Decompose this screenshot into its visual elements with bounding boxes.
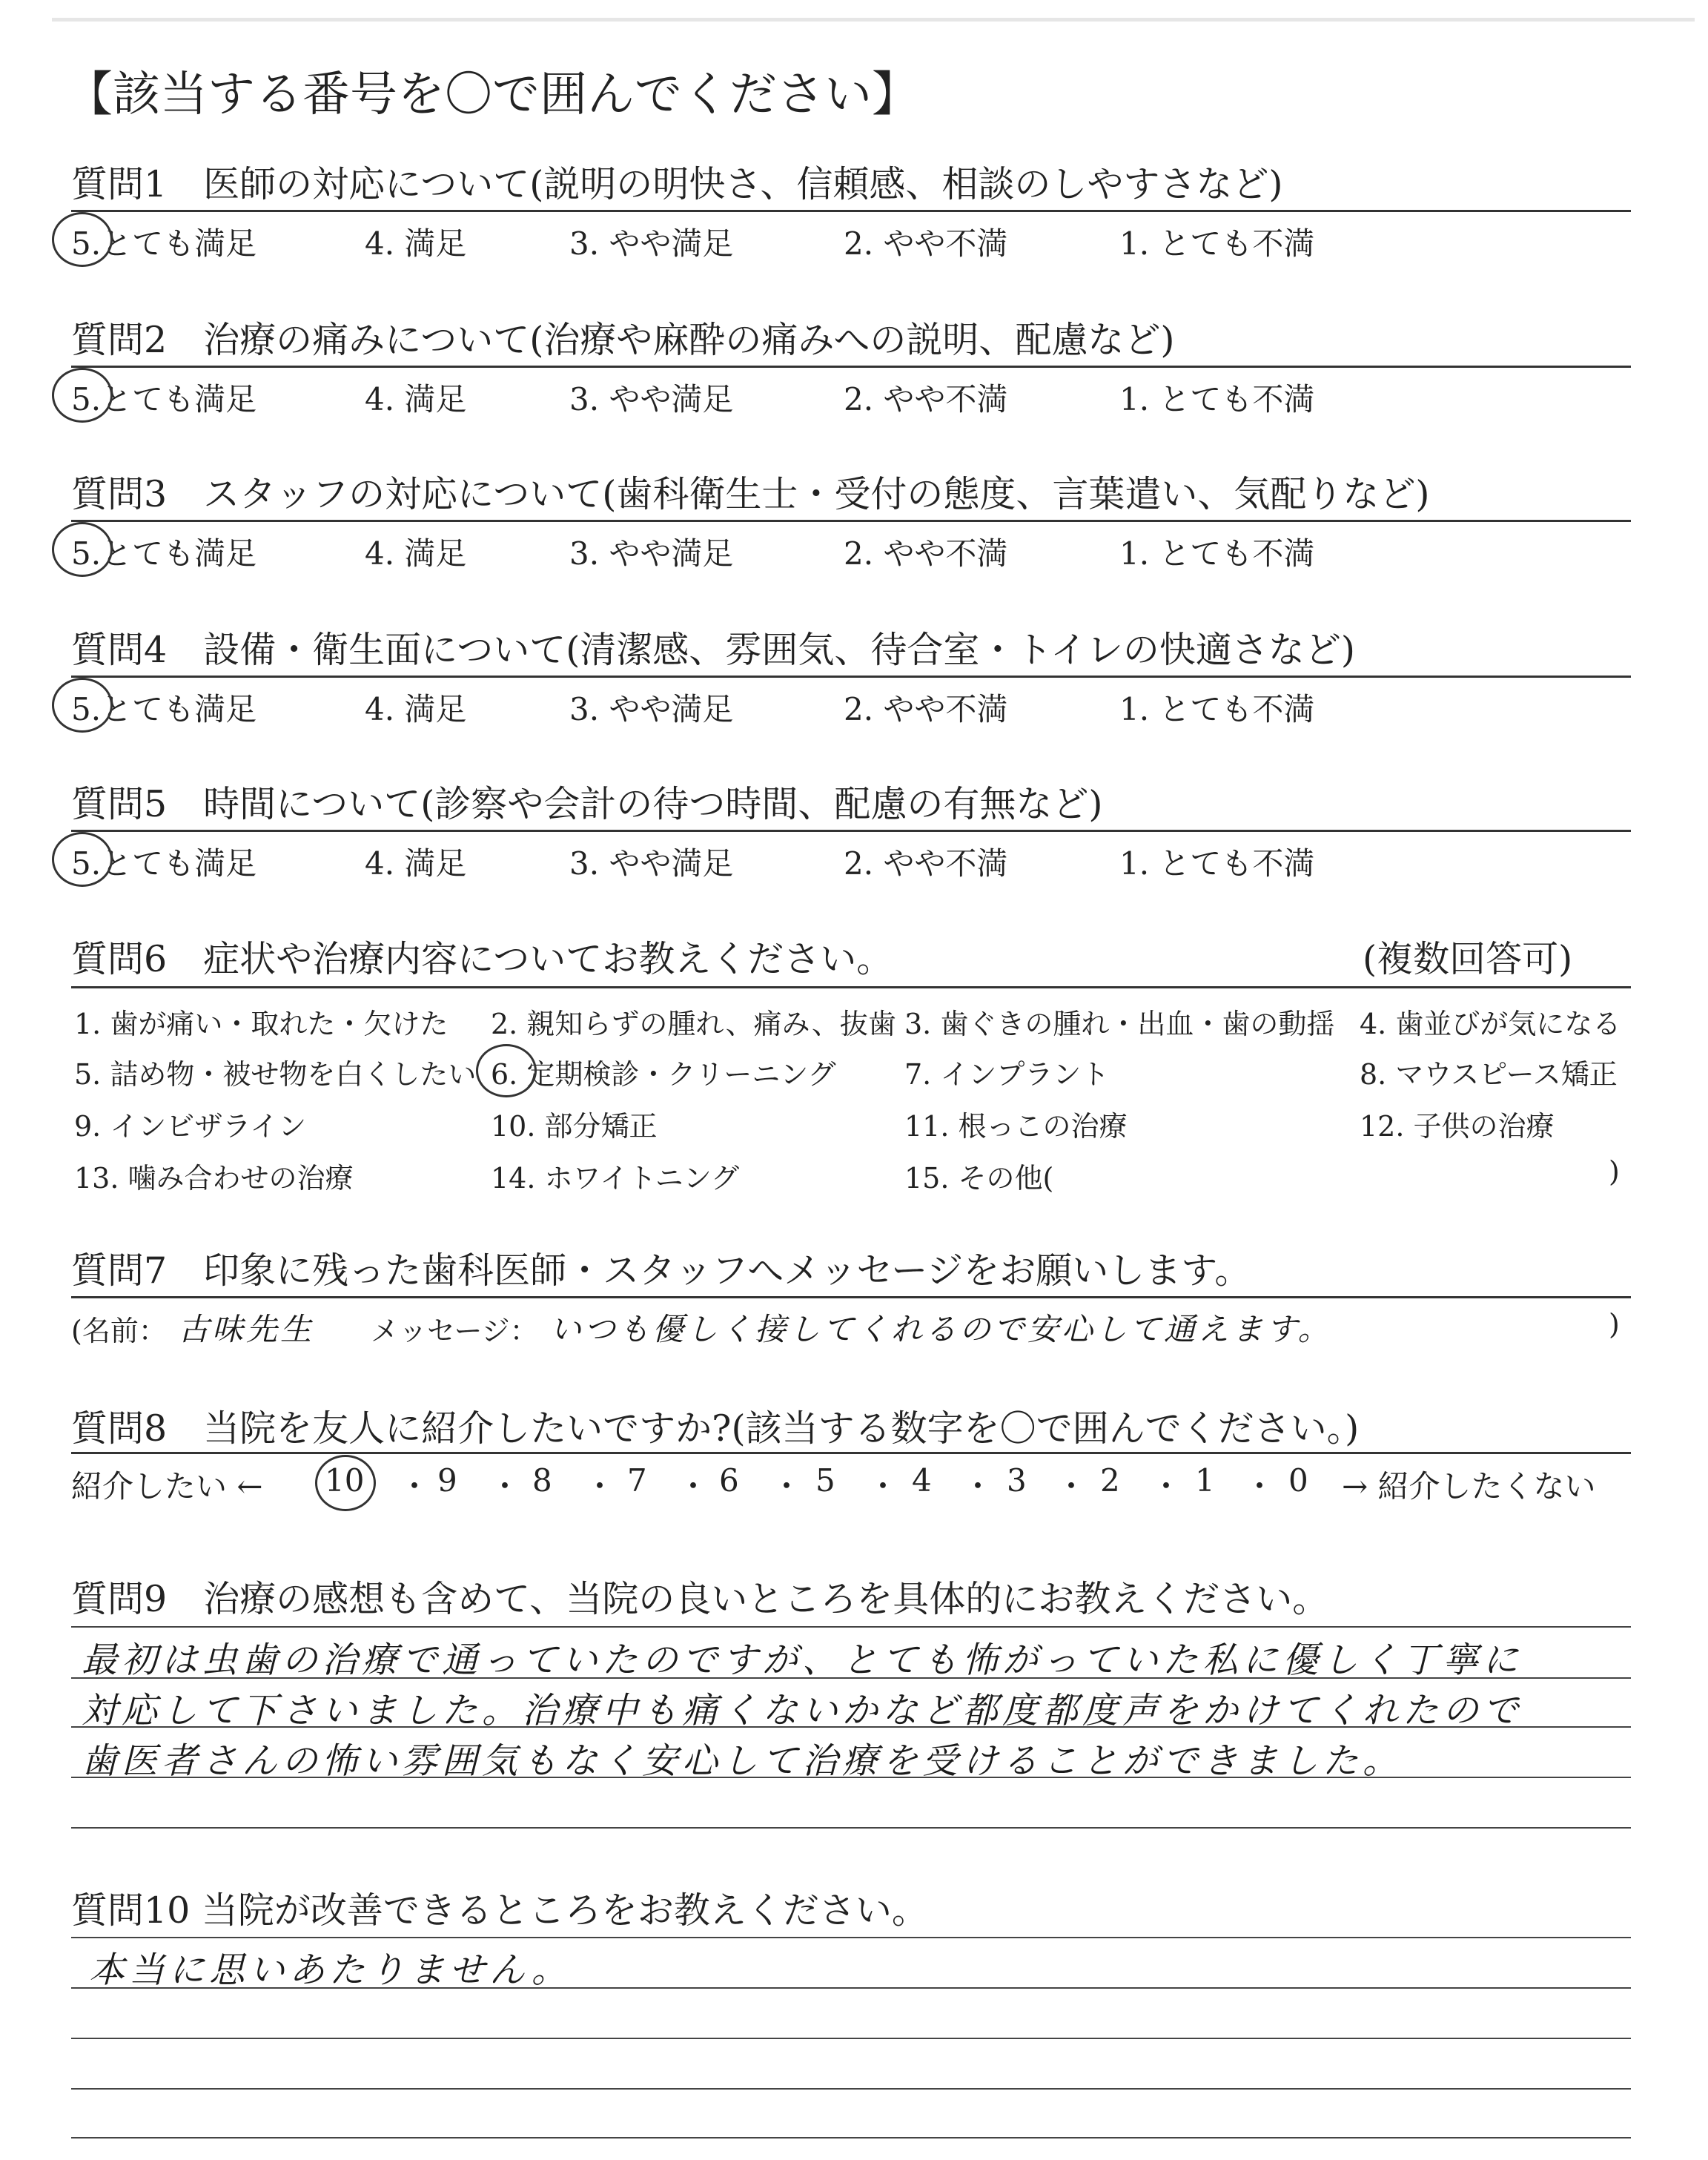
q8-scale-value[interactable]: 4 [912, 1462, 932, 1499]
q9-answer-line[interactable]: 最初は虫歯の治療で通っていたのですが、とても怖がっていた私に優しく丁寧に [82, 1639, 1523, 1681]
q5-option[interactable]: 3. やや満足 [569, 845, 734, 882]
q8-scale-separator: ・ [867, 1468, 899, 1505]
q8-scale-separator: ・ [962, 1468, 994, 1505]
q8-scale-value[interactable]: 3 [1007, 1462, 1027, 1499]
q8-scale-separator: ・ [678, 1468, 709, 1505]
q8-selection-circle [315, 1455, 376, 1511]
q4-title: 質問4 設備・衛生面について(清潔感、雰囲気、待合室・トイレの快適さなど) [71, 629, 1355, 671]
q6-item[interactable]: 12. 子供の治療 [1360, 1110, 1555, 1143]
q5-option[interactable]: 5.とても満足 [71, 845, 257, 882]
q10-writing-line [71, 2088, 1631, 2090]
q5-option[interactable]: 1. とても不満 [1119, 845, 1315, 882]
q8-scale-separator: ・ [584, 1468, 616, 1505]
q4-option[interactable]: 2. やや不満 [844, 691, 1008, 727]
q3-selection-circle [52, 522, 113, 577]
q2-selection-circle [52, 368, 113, 423]
q5-title: 質問5 時間について(診察や会計の待つ時間、配慮の有無など) [71, 783, 1103, 825]
q1-option[interactable]: 2. やや不満 [844, 225, 1008, 262]
q10-writing-line [71, 2137, 1631, 2138]
q7-rule [71, 1296, 1631, 1298]
q9-writing-line [71, 1827, 1631, 1829]
q4-option[interactable]: 3. やや満足 [569, 691, 734, 727]
q5-option[interactable]: 4. 満足 [365, 845, 467, 882]
q5-option[interactable]: 2. やや不満 [844, 845, 1008, 882]
q6-title: 質問6 症状や治療内容についてお教えください。 [71, 938, 893, 980]
q4-option[interactable]: 1. とても不満 [1119, 691, 1315, 727]
q7-title: 質問7 印象に残った歯科医師・スタッフへメッセージをお願いします。 [71, 1249, 1251, 1292]
q2-rule [71, 366, 1631, 368]
q6-item[interactable]: 14. ホワイトニング [491, 1162, 740, 1195]
q8-scale-value[interactable]: 0 [1288, 1462, 1308, 1499]
q6-item-selected[interactable]: 6. 定期検診・クリーニング [491, 1058, 836, 1091]
q6-item[interactable]: 7. インプラント [904, 1058, 1110, 1091]
q8-scale-separator: ・ [399, 1468, 431, 1505]
top-scan-edge [52, 18, 1695, 22]
q6-rule [71, 986, 1631, 988]
q5-selection-circle [52, 832, 113, 887]
q3-title: 質問3 スタッフの対応について(歯科衛生士・受付の態度、言葉遣い、気配りなど) [71, 473, 1430, 515]
q3-option[interactable]: 1. とても不満 [1119, 535, 1315, 572]
q8-scale-value[interactable]: 2 [1100, 1462, 1120, 1499]
q1-option[interactable]: 3. やや満足 [569, 225, 734, 262]
q10-writing-line [71, 2038, 1631, 2039]
q9-answer-line[interactable]: 歯医者さんの怖い雰囲気もなく安心して治療を受けることができました。 [82, 1740, 1403, 1782]
q6-item[interactable]: 13. 噛み合わせの治療 [74, 1162, 354, 1195]
q6-item[interactable]: 5. 詰め物・被せ物を白くしたい [74, 1058, 477, 1091]
q8-scale-value[interactable]: 5 [815, 1462, 835, 1499]
q6-selection-circle [476, 1044, 537, 1097]
q8-scale-separator: ・ [489, 1468, 521, 1505]
q2-option[interactable]: 3. やや満足 [569, 381, 734, 417]
q6-other-close: ) [1609, 1155, 1620, 1188]
page-heading: 【該当する番号を〇で囲んでください】 [65, 67, 919, 122]
q2-option[interactable]: 2. やや不満 [844, 381, 1008, 417]
q8-rule [71, 1452, 1631, 1454]
q3-option[interactable]: 4. 満足 [365, 535, 467, 572]
q2-option[interactable]: 5.とても満足 [71, 381, 257, 417]
q6-item[interactable]: 1. 歯が痛い・取れた・欠けた [74, 1008, 448, 1040]
q8-scale-separator: ・ [771, 1468, 803, 1505]
q4-option[interactable]: 4. 満足 [365, 691, 467, 727]
q6-item-other[interactable]: 15. その他( [904, 1162, 1054, 1195]
q6-item[interactable]: 9. インビザライン [74, 1110, 307, 1143]
q8-scale-value[interactable]: 9 [437, 1462, 457, 1499]
q2-title: 質問2 治療の痛みについて(治療や麻酔の痛みへの説明、配慮など) [71, 319, 1175, 361]
q1-option[interactable]: 4. 満足 [365, 225, 467, 262]
q3-option[interactable]: 3. やや満足 [569, 535, 734, 572]
q2-option[interactable]: 1. とても不満 [1119, 381, 1315, 417]
q7-message-label: メッセージ： [371, 1315, 538, 1347]
q4-rule [71, 676, 1631, 678]
q6-item[interactable]: 3. 歯ぐきの腫れ・出血・歯の動揺 [904, 1008, 1335, 1040]
q3-option[interactable]: 2. やや不満 [844, 535, 1008, 572]
q10-writing-line [71, 1937, 1631, 1938]
q6-item[interactable]: 8. マウスピース矯正 [1360, 1058, 1618, 1091]
q6-item[interactable]: 11. 根っこの治療 [904, 1110, 1128, 1143]
q7-close: ) [1609, 1308, 1620, 1341]
q1-title: 質問1 医師の対応について(説明の明快さ、信頼感、相談のしやすさなど) [71, 163, 1283, 205]
q3-option[interactable]: 5.とても満足 [71, 535, 257, 572]
q8-scale-separator: ・ [1244, 1468, 1276, 1505]
q8-right-label: → 紹介したくない [1342, 1468, 1596, 1505]
q3-rule [71, 520, 1631, 522]
q7-name-handwritten[interactable]: 古味先生 [178, 1311, 315, 1347]
q7-message-handwritten[interactable]: いつも優しく接してくれるので安心して通えます。 [550, 1311, 1332, 1347]
q8-scale-value[interactable]: 10 [325, 1462, 365, 1499]
q9-answer-line[interactable]: 対応して下さいました。治療中も痛くないかなど都度都度声をかけてくれたので [82, 1690, 1523, 1731]
q9-writing-line [71, 1626, 1631, 1628]
q8-left-label: 紹介したい ← [71, 1468, 263, 1505]
q8-title: 質問8 当院を友人に紹介したいですか?(該当する数字を〇で囲んでください。) [71, 1407, 1360, 1450]
q6-note: (複数回答可) [1363, 938, 1573, 980]
q5-rule [71, 830, 1631, 832]
q1-option[interactable]: 1. とても不満 [1119, 225, 1315, 262]
q1-rule [71, 210, 1631, 212]
q2-option[interactable]: 4. 満足 [365, 381, 467, 417]
q10-answer-line[interactable]: 本当に思いあたりません。 [89, 1949, 572, 1991]
q1-selection-circle [52, 212, 113, 267]
q6-item[interactable]: 2. 親知らずの腫れ、痛み、抜歯 [491, 1008, 896, 1040]
q7-name-label: (名前： [71, 1315, 167, 1347]
q4-option[interactable]: 5.とても満足 [71, 691, 257, 727]
q8-scale-value[interactable]: 6 [719, 1462, 739, 1499]
q8-scale-separator: ・ [1056, 1468, 1088, 1505]
q6-item[interactable]: 4. 歯並びが気になる [1360, 1008, 1621, 1040]
q9-title: 質問9 治療の感想も含めて、当院の良いところを具体的にお教えください。 [71, 1578, 1329, 1620]
q8-scale-separator: ・ [1151, 1468, 1182, 1505]
q8-scale-value[interactable]: 8 [532, 1462, 552, 1499]
q8-scale-value[interactable]: 1 [1195, 1462, 1215, 1499]
q10-title: 質問10 当院が改善できるところをお教えください。 [71, 1889, 928, 1932]
q4-selection-circle [52, 678, 113, 733]
q6-item[interactable]: 10. 部分矯正 [491, 1110, 658, 1143]
q1-option[interactable]: 5.とても満足 [71, 225, 257, 262]
q8-scale-value[interactable]: 7 [627, 1462, 647, 1499]
